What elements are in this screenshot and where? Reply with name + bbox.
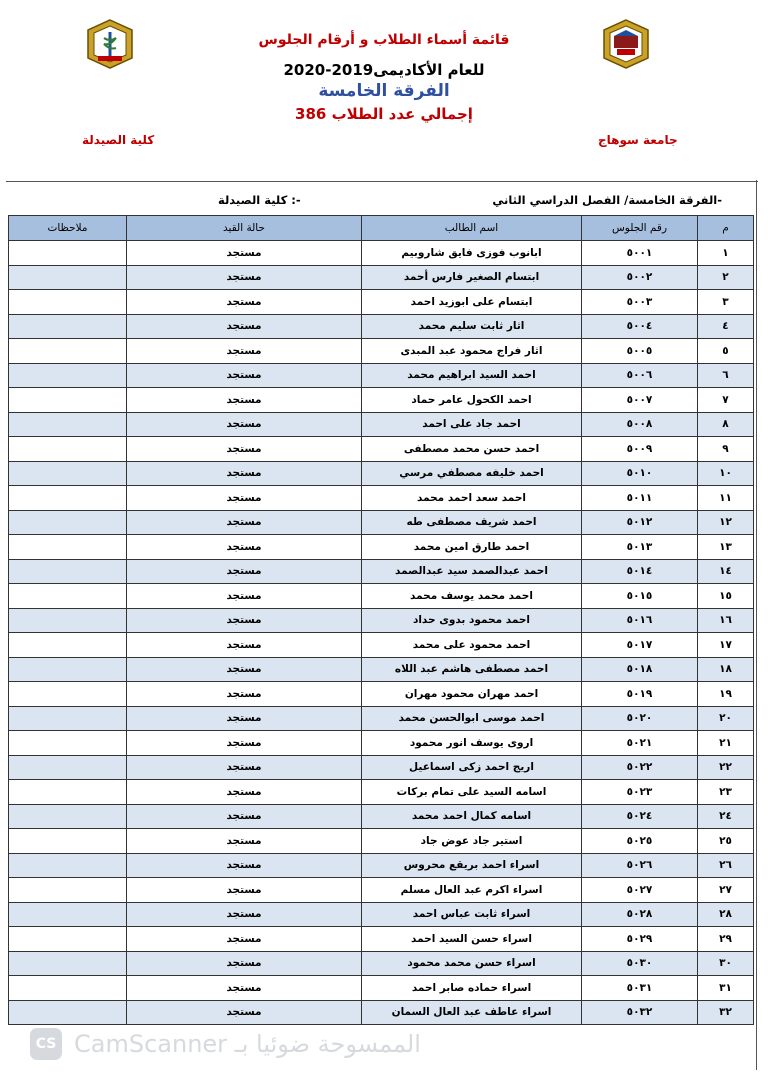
student-name-cell: احمد الكحول عامر حماد — [362, 388, 582, 413]
notes-cell — [9, 706, 127, 731]
row-index-cell: ٢٥ — [698, 829, 754, 854]
semester-label: -الفرقة الخامسة/ الفصل الدراسي الثاني — [492, 193, 722, 207]
row-index-cell: ٣١ — [698, 976, 754, 1001]
seat-number-cell: ٥٠٠٥ — [582, 339, 698, 364]
notes-cell — [9, 731, 127, 756]
student-name-cell: اسراء حسن محمد محمود — [362, 951, 582, 976]
faculty-sublabel: -: كلية الصيدلة — [218, 193, 301, 207]
seat-number-cell: ٥٠٢٨ — [582, 902, 698, 927]
student-name-cell: احمد مهران محمود مهران — [362, 682, 582, 707]
row-index-cell: ٢١ — [698, 731, 754, 756]
student-name-cell: ابانوب فوزى فايق شاروبيم — [362, 241, 582, 266]
enrollment-status-cell: مستجد — [127, 633, 362, 658]
header-seat-number: رقم الجلوس — [582, 216, 698, 241]
seat-number-cell: ٥٠٢٤ — [582, 804, 698, 829]
header-student-name: اسم الطالب — [362, 216, 582, 241]
student-name-cell: احمد طارق امين محمد — [362, 535, 582, 560]
notes-cell — [9, 976, 127, 1001]
seat-number-cell: ٥٠١٠ — [582, 461, 698, 486]
enrollment-status-cell: مستجد — [127, 608, 362, 633]
notes-cell — [9, 461, 127, 486]
seat-number-cell: ٥٠٠٨ — [582, 412, 698, 437]
student-name-cell: اثار ثابت سليم محمد — [362, 314, 582, 339]
header-index: م — [698, 216, 754, 241]
table-row — [9, 241, 754, 266]
notes-cell — [9, 486, 127, 511]
enrollment-status-cell: مستجد — [127, 437, 362, 462]
student-name-cell: اسامه كمال احمد محمد — [362, 804, 582, 829]
seat-number-cell: ٥٠١٨ — [582, 657, 698, 682]
student-name-cell: احمد شريف مصطفى طه — [362, 510, 582, 535]
table-row — [9, 804, 754, 829]
camscanner-text: CamScanner الممسوحة ضوئيا بـ — [74, 1030, 421, 1058]
seat-number-cell: ٥٠١٧ — [582, 633, 698, 658]
row-index-cell: ٧ — [698, 388, 754, 413]
academic-year: للعام الأكاديمى2019-2020 — [283, 61, 485, 79]
enrollment-status-cell: مستجد — [127, 902, 362, 927]
enrollment-status-cell: مستجد — [127, 706, 362, 731]
notes-cell — [9, 853, 127, 878]
notes-cell — [9, 510, 127, 535]
student-name-cell: اسراء اكرم عبد العال مسلم — [362, 878, 582, 903]
notes-cell — [9, 559, 127, 584]
row-index-cell: ١ — [698, 241, 754, 266]
seat-number-cell: ٥٠٠٤ — [582, 314, 698, 339]
table-row — [9, 706, 754, 731]
enrollment-status-cell: مستجد — [127, 1000, 362, 1025]
enrollment-status-cell: مستجد — [127, 510, 362, 535]
seat-number-cell: ٥٠٠٩ — [582, 437, 698, 462]
seat-number-cell: ٥٠٠٦ — [582, 363, 698, 388]
table-row — [9, 608, 754, 633]
row-index-cell: ٢٣ — [698, 780, 754, 805]
table-row — [9, 461, 754, 486]
notes-cell — [9, 339, 127, 364]
notes-cell — [9, 951, 127, 976]
notes-cell — [9, 241, 127, 266]
seat-number-cell: ٥٠٢٧ — [582, 878, 698, 903]
table-row — [9, 486, 754, 511]
enrollment-status-cell: مستجد — [127, 535, 362, 560]
document-title: قائمة أسماء الطلاب و أرقام الجلوس — [258, 32, 510, 48]
notes-cell — [9, 363, 127, 388]
table-row — [9, 363, 754, 388]
notes-cell — [9, 682, 127, 707]
student-name-cell: اسراء عاطف عبد العال السمان — [362, 1000, 582, 1025]
row-index-cell: ٨ — [698, 412, 754, 437]
table-row — [9, 1000, 754, 1025]
notes-cell — [9, 927, 127, 952]
seat-number-cell: ٥٠١٥ — [582, 584, 698, 609]
enrollment-status-cell: مستجد — [127, 339, 362, 364]
enrollment-status-cell: مستجد — [127, 265, 362, 290]
seat-number-cell: ٥٠٢٣ — [582, 780, 698, 805]
header-enrollment-status: حالة القيد — [127, 216, 362, 241]
seat-number-cell: ٥٠٢١ — [582, 731, 698, 756]
notes-cell — [9, 657, 127, 682]
student-name-cell: اسراء ثابت عباس احمد — [362, 902, 582, 927]
enrollment-status-cell: مستجد — [127, 363, 362, 388]
seat-number-cell: ٥٠١٣ — [582, 535, 698, 560]
student-name-cell: احمد محمد يوسف محمد — [362, 584, 582, 609]
enrollment-status-cell: مستجد — [127, 853, 362, 878]
table-row — [9, 927, 754, 952]
notes-cell — [9, 878, 127, 903]
row-index-cell: ٢٤ — [698, 804, 754, 829]
table-row — [9, 633, 754, 658]
table-row — [9, 780, 754, 805]
student-name-cell: احمد موسى ابوالحسن محمد — [362, 706, 582, 731]
row-index-cell: ٥ — [698, 339, 754, 364]
student-name-cell: اريج احمد زكى اسماعيل — [362, 755, 582, 780]
table-row — [9, 976, 754, 1001]
total-students: إجمالي عدد الطلاب 386 — [295, 105, 473, 123]
row-index-cell: ٢٢ — [698, 755, 754, 780]
row-index-cell: ١٥ — [698, 584, 754, 609]
notes-cell — [9, 633, 127, 658]
table-row — [9, 290, 754, 315]
student-name-cell: احمد سعد احمد محمد — [362, 486, 582, 511]
student-name-cell: اسراء احمد بريقع محروس — [362, 853, 582, 878]
row-index-cell: ١٠ — [698, 461, 754, 486]
table-row — [9, 559, 754, 584]
enrollment-status-cell: مستجد — [127, 559, 362, 584]
student-name-cell: احمد محمود على محمد — [362, 633, 582, 658]
table-body — [9, 241, 754, 1025]
table-row — [9, 657, 754, 682]
table-row — [9, 731, 754, 756]
student-name-cell: اسراء حماده صابر احمد — [362, 976, 582, 1001]
row-index-cell: ٢ — [698, 265, 754, 290]
row-index-cell: ٣٠ — [698, 951, 754, 976]
enrollment-status-cell: مستجد — [127, 412, 362, 437]
seat-number-cell: ٥٠٣٠ — [582, 951, 698, 976]
row-index-cell: ١٣ — [698, 535, 754, 560]
row-index-cell: ٢٩ — [698, 927, 754, 952]
seat-number-cell: ٥٠٢٥ — [582, 829, 698, 854]
table-row — [9, 412, 754, 437]
student-name-cell: احمد محمود بدوى حداد — [362, 608, 582, 633]
enrollment-status-cell: مستجد — [127, 804, 362, 829]
seat-number-cell: ٥٠٢٠ — [582, 706, 698, 731]
enrollment-status-cell: مستجد — [127, 682, 362, 707]
enrollment-status-cell: مستجد — [127, 461, 362, 486]
enrollment-status-cell: مستجد — [127, 731, 362, 756]
table-row — [9, 951, 754, 976]
row-index-cell: ١٦ — [698, 608, 754, 633]
notes-cell — [9, 314, 127, 339]
table-row — [9, 584, 754, 609]
table-row — [9, 535, 754, 560]
seat-number-cell: ٥٠١١ — [582, 486, 698, 511]
seat-number-cell: ٥٠١٩ — [582, 682, 698, 707]
notes-cell — [9, 902, 127, 927]
row-index-cell: ١٩ — [698, 682, 754, 707]
row-index-cell: ٢٦ — [698, 853, 754, 878]
student-name-cell: ابتسام على ابوزيد احمد — [362, 290, 582, 315]
seat-number-cell: ٥٠٢٦ — [582, 853, 698, 878]
row-index-cell: ٢٧ — [698, 878, 754, 903]
table-row — [9, 265, 754, 290]
student-name-cell: ابتسام الصغير فارس أحمد — [362, 265, 582, 290]
seat-number-cell: ٥٠١٦ — [582, 608, 698, 633]
student-name-cell: احمد السيد ابراهيم محمد — [362, 363, 582, 388]
table-row — [9, 755, 754, 780]
header-divider — [6, 181, 758, 182]
student-name-cell: اروى يوسف انور محمود — [362, 731, 582, 756]
seat-number-cell: ٥٠٢٩ — [582, 927, 698, 952]
row-index-cell: ٤ — [698, 314, 754, 339]
notes-cell — [9, 584, 127, 609]
student-name-cell: احمد مصطفى هاشم عبد اللاه — [362, 657, 582, 682]
notes-cell — [9, 608, 127, 633]
notes-cell — [9, 804, 127, 829]
enrollment-status-cell: مستجد — [127, 388, 362, 413]
faculty-name: كلية الصيدلة — [82, 133, 155, 147]
enrollment-status-cell: مستجد — [127, 314, 362, 339]
header-notes: ملاحظات — [9, 216, 127, 241]
notes-cell — [9, 535, 127, 560]
student-name-cell: اثار فراج محمود عبد المبدى — [362, 339, 582, 364]
student-name-cell: احمد خليفه مصطفي مرسي — [362, 461, 582, 486]
enrollment-status-cell: مستجد — [127, 976, 362, 1001]
enrollment-status-cell: مستجد — [127, 657, 362, 682]
enrollment-status-cell: مستجد — [127, 241, 362, 266]
table-row — [9, 388, 754, 413]
notes-cell — [9, 829, 127, 854]
seat-number-cell: ٥٠٠١ — [582, 241, 698, 266]
notes-cell — [9, 290, 127, 315]
student-name-cell: اسراء حسن السيد احمد — [362, 927, 582, 952]
student-name-cell: احمد جاد على احمد — [362, 412, 582, 437]
seat-number-cell: ٥٠٣١ — [582, 976, 698, 1001]
right-border-line — [756, 180, 757, 1070]
row-index-cell: ١٨ — [698, 657, 754, 682]
camscanner-logo-icon: CS — [30, 1028, 62, 1060]
table-row — [9, 902, 754, 927]
table-row — [9, 314, 754, 339]
seat-number-cell: ٥٠٠٧ — [582, 388, 698, 413]
seat-number-cell: ٥٠٣٢ — [582, 1000, 698, 1025]
row-index-cell: ١٢ — [698, 510, 754, 535]
row-index-cell: ٣ — [698, 290, 754, 315]
enrollment-status-cell: مستجد — [127, 755, 362, 780]
table-row — [9, 853, 754, 878]
notes-cell — [9, 437, 127, 462]
student-name-cell: استير جاد عوض جاد — [362, 829, 582, 854]
table-row — [9, 829, 754, 854]
student-name-cell: احمد حسن محمد مصطفى — [362, 437, 582, 462]
university-name: جامعة سوهاج — [598, 133, 678, 147]
notes-cell — [9, 1000, 127, 1025]
table-header-row — [9, 216, 754, 241]
enrollment-status-cell: مستجد — [127, 829, 362, 854]
camscanner-watermark — [30, 1024, 450, 1064]
enrollment-status-cell: مستجد — [127, 927, 362, 952]
enrollment-status-cell: مستجد — [127, 878, 362, 903]
seat-number-cell: ٥٠٢٢ — [582, 755, 698, 780]
row-index-cell: ٣٢ — [698, 1000, 754, 1025]
seat-number-cell: ٥٠٠٢ — [582, 265, 698, 290]
seat-number-cell: ٥٠٠٣ — [582, 290, 698, 315]
table-row — [9, 510, 754, 535]
notes-cell — [9, 755, 127, 780]
table-row — [9, 878, 754, 903]
student-name-cell: احمد عبدالصمد سيد عبدالصمد — [362, 559, 582, 584]
row-index-cell: ٦ — [698, 363, 754, 388]
seat-number-cell: ٥٠١٤ — [582, 559, 698, 584]
enrollment-status-cell: مستجد — [127, 951, 362, 976]
row-index-cell: ٢٨ — [698, 902, 754, 927]
row-index-cell: ١٧ — [698, 633, 754, 658]
enrollment-status-cell: مستجد — [127, 780, 362, 805]
enrollment-status-cell: مستجد — [127, 486, 362, 511]
table-row — [9, 339, 754, 364]
level-heading: الفرقة الخامسة — [318, 81, 450, 101]
table-row — [9, 437, 754, 462]
notes-cell — [9, 412, 127, 437]
students-table — [8, 215, 754, 1025]
enrollment-status-cell: مستجد — [127, 584, 362, 609]
enrollment-status-cell: مستجد — [127, 290, 362, 315]
student-name-cell: اسامه السيد على تمام بركات — [362, 780, 582, 805]
row-index-cell: ٩ — [698, 437, 754, 462]
row-index-cell: ٢٠ — [698, 706, 754, 731]
table-row — [9, 682, 754, 707]
notes-cell — [9, 388, 127, 413]
notes-cell — [9, 265, 127, 290]
seat-number-cell: ٥٠١٢ — [582, 510, 698, 535]
row-index-cell: ١١ — [698, 486, 754, 511]
notes-cell — [9, 780, 127, 805]
row-index-cell: ١٤ — [698, 559, 754, 584]
